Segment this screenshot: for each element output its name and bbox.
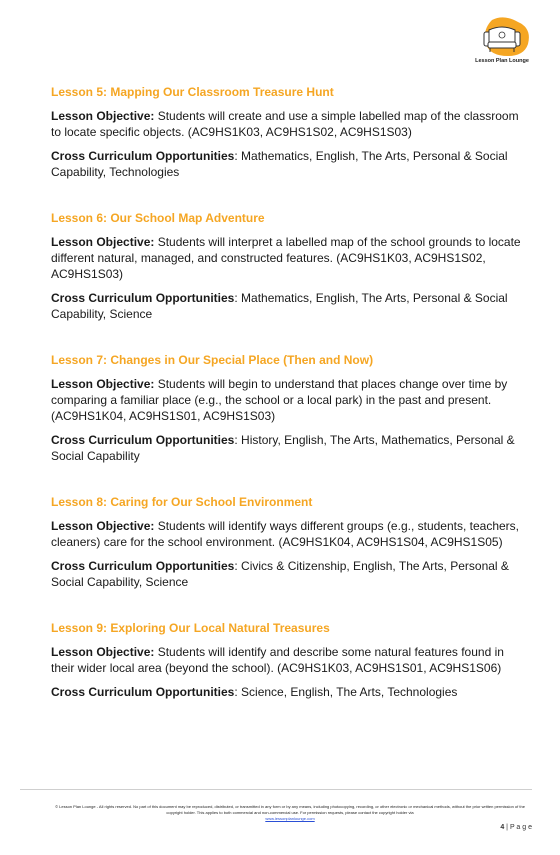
cross-label: Cross Curriculum Opportunities	[51, 433, 235, 447]
cross-label: Cross Curriculum Opportunities	[51, 559, 235, 573]
objective-text: Students will create and use a simple labelled map of the classroom to locate specific objects. (AC9HS1K03, AC9HS1S02, AC9HS1S03)	[51, 109, 519, 139]
lesson-9	[51, 620, 529, 700]
cross-text: : Science, English, The Arts, Technologies	[234, 685, 458, 699]
objective-text: Students will identify ways different groups (e.g., students, teachers, cleaners) care for the school environment. (AC9HS1K04, AC9HS1S04, AC9HS1S05)	[51, 519, 520, 549]
lounge-chair-icon	[470, 16, 534, 60]
copyright-text: © Lesson Plan Lounge - All rights reserved. No part of this document may be reproduced, distributed, or transmitted in any form or by any means, including photocopying, recording, or other electronic or mechanical methods, without the prior written permission of the copyright holder. This applies to both commercial and non-commercial use. For permission requests, please contact the copyright holder via	[55, 804, 525, 815]
objective-label: Lesson Objective:	[51, 235, 155, 249]
page-number	[500, 824, 532, 831]
objective-text: Students will identify and describe some natural features found in their wider local area (beyond the school). (AC9HS1K03, AC9HS1S01, AC9HS1S06)	[51, 645, 504, 675]
lesson-7	[51, 352, 529, 464]
lesson-title: Lesson 7: Changes in Our Special Place (Then and Now)	[51, 353, 374, 367]
objective-text: Students will begin to understand that places change over time by comparing a familiar place (e.g., the school or a local park) in the past and present. (AC9HS1K04, AC9HS1S01, AC9HS1S03)	[51, 377, 508, 423]
lesson-title: Lesson 5: Mapping Our Classroom Treasure Hunt	[51, 85, 334, 99]
cross-curriculum	[51, 432, 529, 464]
lesson-objective	[51, 644, 529, 676]
cross-curriculum	[51, 684, 529, 700]
lesson-objective	[51, 518, 529, 550]
objective-text: Students will interpret a labelled map of the school grounds to locate different natural, managed, and constructed features. (AC9HS1K03, AC9HS1S02, AC9HS1S03)	[51, 235, 521, 281]
footer-divider	[20, 789, 532, 790]
lesson-title: Lesson 8: Caring for Our School Environment	[51, 495, 313, 509]
lesson-5	[51, 84, 529, 180]
cross-curriculum	[51, 290, 529, 322]
footer-copyright	[50, 804, 530, 822]
objective-label: Lesson Objective:	[51, 519, 155, 533]
cross-text: : History, English, The Arts, Mathematics, Personal & Social Capability	[51, 433, 515, 463]
objective-label: Lesson Objective:	[51, 377, 155, 391]
cross-text: : Mathematics, English, The Arts, Personal & Social Capability, Science	[51, 291, 508, 321]
lesson-title: Lesson 9: Exploring Our Local Natural Treasures	[51, 621, 330, 635]
brand-logo	[470, 16, 534, 70]
lesson-list	[51, 84, 529, 730]
lesson-objective	[51, 108, 529, 140]
cross-text: : Mathematics, English, The Arts, Personal & Social Capability, Technologies	[51, 149, 508, 179]
objective-label: Lesson Objective:	[51, 109, 155, 123]
website-link[interactable]: www.lessonplanlounge.com	[265, 816, 315, 821]
cross-label: Cross Curriculum Opportunities	[51, 149, 235, 163]
objective-label: Lesson Objective:	[51, 645, 155, 659]
cross-text: : Civics & Citizenship, English, The Arts, Personal & Social Capability, Science	[51, 559, 509, 589]
cross-curriculum	[51, 558, 529, 590]
cross-label: Cross Curriculum Opportunities	[51, 291, 235, 305]
cross-curriculum	[51, 148, 529, 180]
lesson-8	[51, 494, 529, 590]
logo-text: Lesson Plan Lounge	[475, 58, 529, 64]
lesson-6	[51, 210, 529, 322]
page-label: | P a g e	[504, 824, 532, 831]
cross-label: Cross Curriculum Opportunities	[51, 685, 235, 699]
lesson-objective	[51, 234, 529, 282]
lesson-title: Lesson 6: Our School Map Adventure	[51, 211, 265, 225]
lesson-objective	[51, 376, 529, 424]
page-number-value: 4	[500, 824, 505, 831]
